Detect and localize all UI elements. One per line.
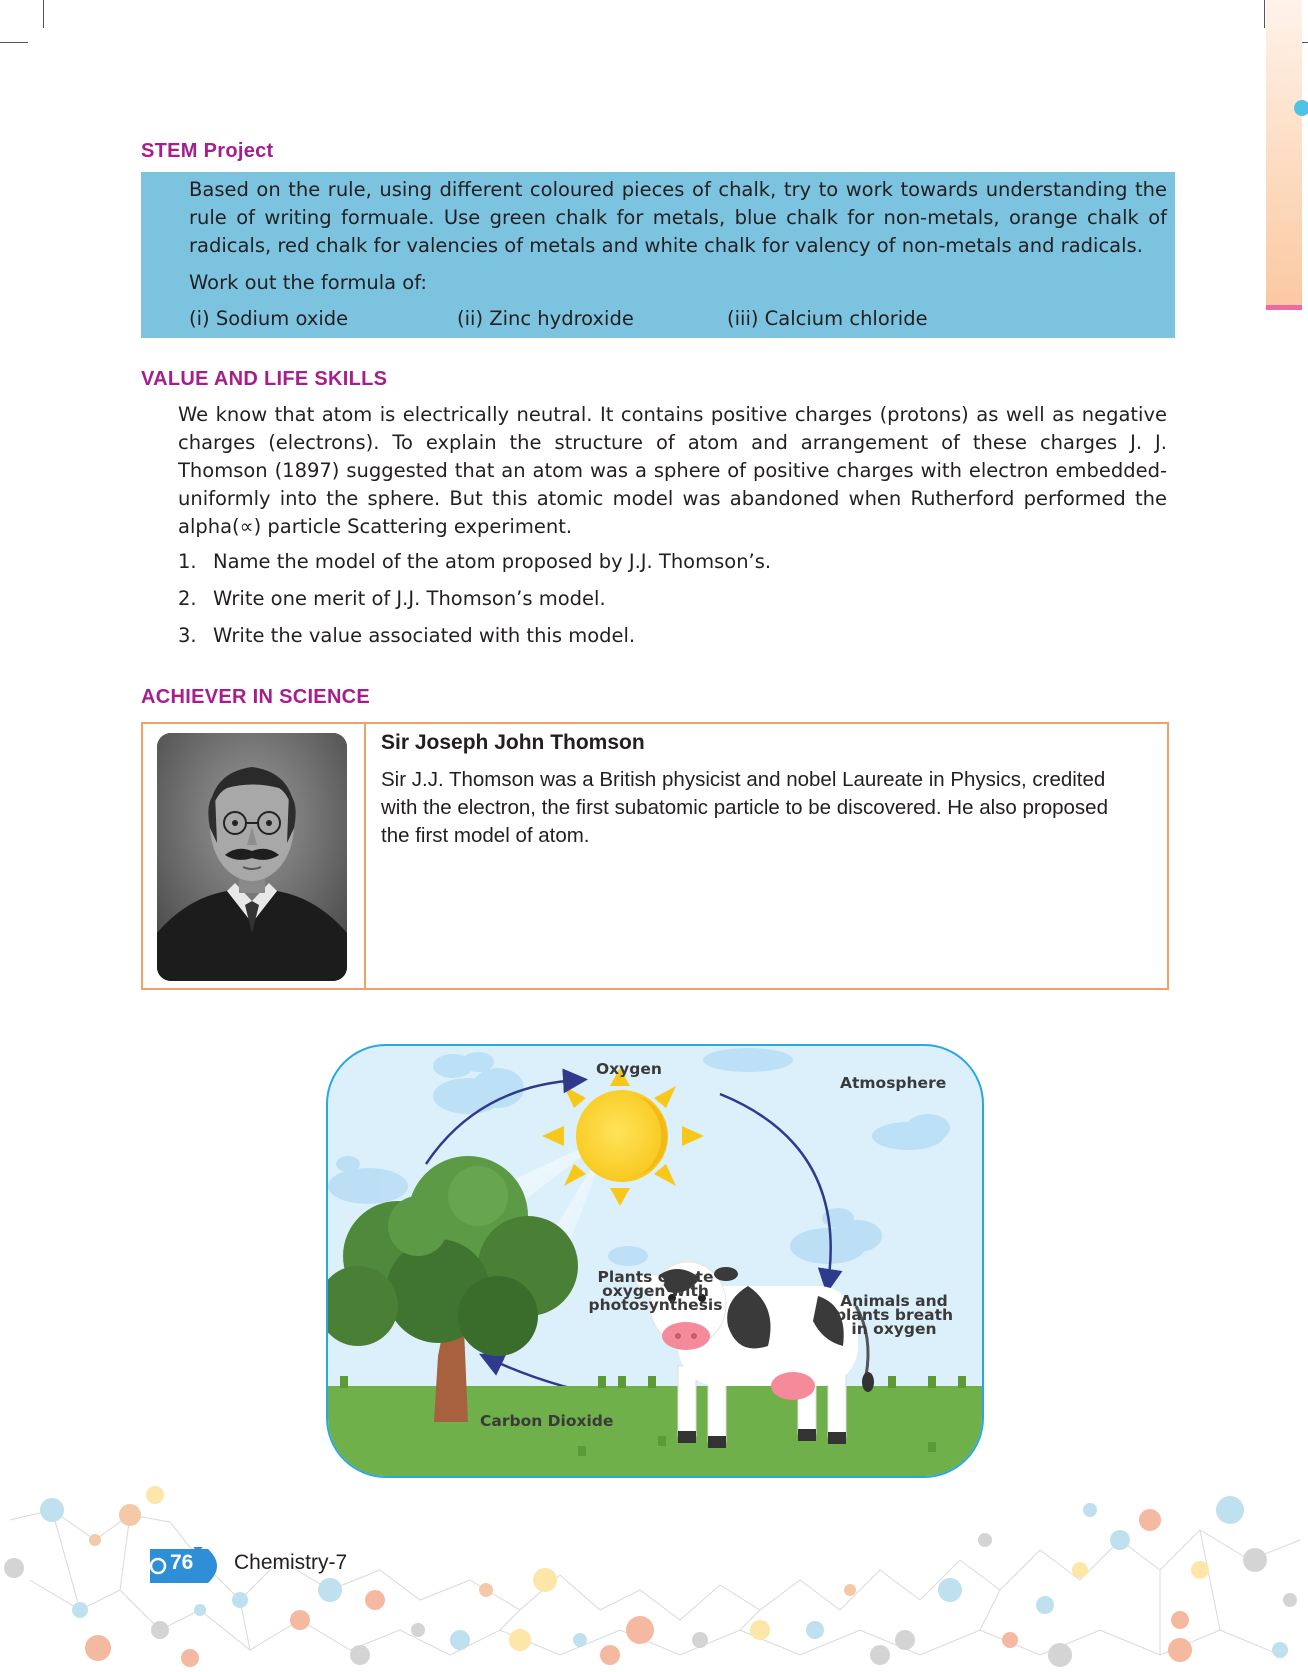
crop-mark bbox=[1264, 0, 1265, 28]
question-text: Write one merit of J.J. Thomson’s model. bbox=[213, 587, 606, 610]
crop-mark bbox=[0, 42, 28, 43]
question-item bbox=[178, 587, 606, 610]
achiever-box bbox=[141, 722, 1169, 990]
question-text: Name the model of the atom proposed by J.J. Thomson’s. bbox=[213, 550, 772, 573]
stem-prompt: Work out the formula of: bbox=[189, 271, 427, 294]
stem-option: (iii) Calcium chloride bbox=[727, 307, 928, 330]
stem-title: STEM Project bbox=[141, 140, 274, 162]
plants-label-line: Plants create bbox=[597, 1268, 714, 1286]
stem-paragraph: Based on the rule, using different coloured pieces of chalk, try to work towards understanding the rule of writing formuale. Use green chalk for metals, blue chalk for non-metals, orange chalk of radicals, red chalk for valencies of metals and white chalk for valency of non-metals and radicals. bbox=[189, 178, 1167, 257]
animals-label-line: Animals and bbox=[840, 1292, 948, 1310]
plants-label bbox=[578, 1270, 733, 1312]
value-title: VALUE AND LIFE SKILLS bbox=[141, 368, 388, 390]
stem-option: (i) Sodium oxide bbox=[189, 307, 349, 330]
crop-mark bbox=[43, 0, 44, 28]
question-item bbox=[178, 550, 771, 573]
animals-label bbox=[824, 1294, 964, 1336]
oxygen-label: Oxygen bbox=[596, 1060, 662, 1078]
chapter-side-tab-bar bbox=[1266, 305, 1302, 310]
plants-label-line: photosynthesis bbox=[588, 1296, 723, 1314]
question-item bbox=[178, 624, 635, 647]
animals-label-line: in oxygen bbox=[851, 1320, 937, 1338]
stem-box bbox=[141, 172, 1175, 338]
question-text: Write the value associated with this model. bbox=[213, 624, 636, 647]
side-dot bbox=[1294, 100, 1308, 116]
oxygen-cycle-diagram bbox=[326, 1044, 984, 1478]
animals-label-line: plants breath bbox=[834, 1306, 954, 1324]
page-number: 76 bbox=[170, 1551, 194, 1574]
plants-label-line: oxygen with bbox=[602, 1282, 709, 1300]
thomson-portrait bbox=[157, 733, 347, 981]
carbon-dioxide-label: Carbon Dioxide bbox=[480, 1412, 614, 1430]
achiever-name: Sir Joseph John Thomson bbox=[381, 731, 645, 754]
value-paragraph: We know that atom is electrically neutral. It contains positive charges (protons) as well as negative charges (electrons). To explain the structure of atom and arrangement of these charges J. J. Thomson (1897) suggested that an atom was a sphere of positive charges with electron embedded-uniformly into the sphere. But this atomic model was abandoned when Rutherford performed the alpha(∝) particle Scattering experiment. bbox=[178, 403, 1167, 538]
chapter-side-tab bbox=[1266, 0, 1302, 305]
atmosphere-label: Atmosphere bbox=[840, 1074, 947, 1092]
achiever-bio: Sir J.J. Thomson was a British physicist and nobel Laureate in Physics, credited with the electron, the first subatomic particle to be discovered. He also proposed the first model of atom. bbox=[381, 768, 1108, 847]
question-number: 3. bbox=[178, 624, 197, 647]
question-number: 1. bbox=[178, 550, 197, 573]
achiever-divider bbox=[364, 724, 366, 988]
achiever-title: ACHIEVER IN SCIENCE bbox=[141, 686, 371, 708]
stem-option: (ii) Zinc hydroxide bbox=[457, 307, 634, 330]
question-number: 2. bbox=[178, 587, 197, 610]
book-name: Chemistry-7 bbox=[234, 1551, 348, 1574]
